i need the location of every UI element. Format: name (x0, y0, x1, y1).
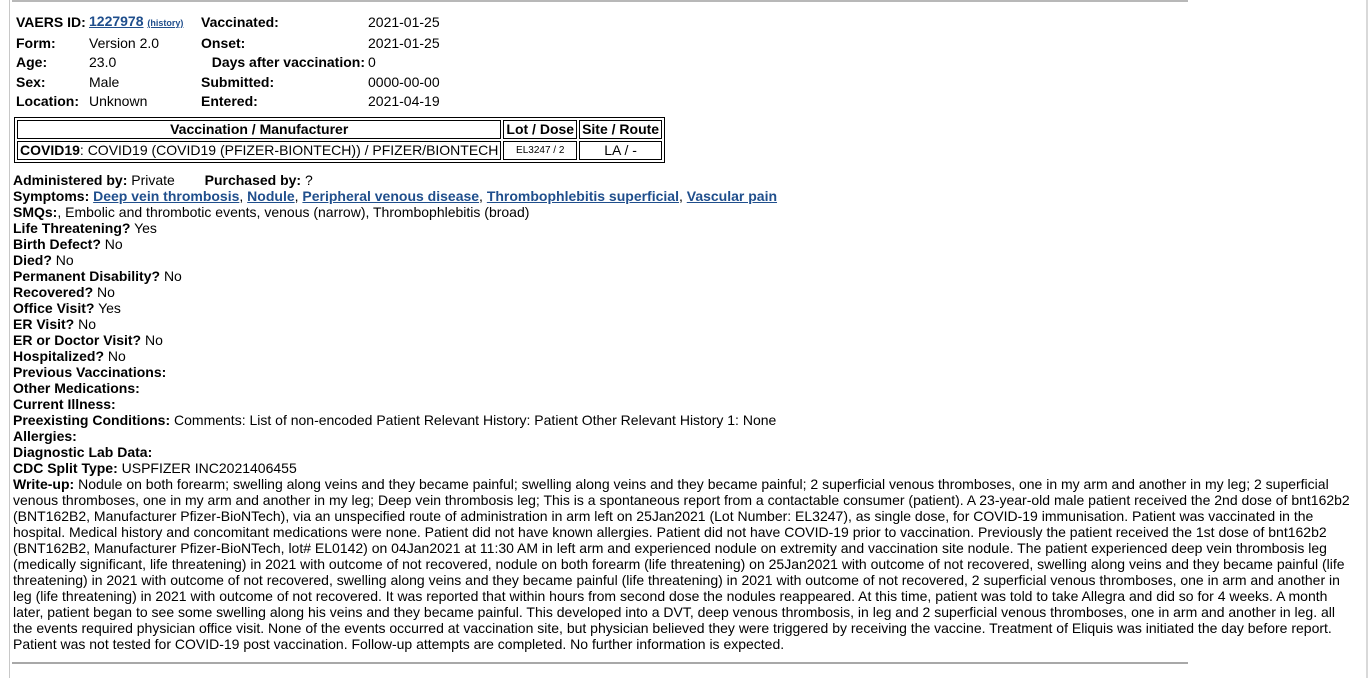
entered-value: 2021-04-19 (368, 93, 440, 110)
preexisting-value: Comments: List of non-encoded Patient Relevant History: Patient Other Relevant History 1: None (174, 412, 777, 428)
symptoms-row: Symptoms: Deep vein thrombosis, Nodule, Peripheral venous disease, Thrombophlebitis superficial, Vascular pain (13, 188, 778, 204)
life-row (13, 220, 1353, 236)
lot-dose-value: EL3247 / 2 (503, 141, 577, 160)
lab-row (13, 444, 1353, 460)
prevvax-label: Previous Vaccinations: (13, 364, 167, 380)
form-label: Form: (16, 34, 56, 51)
smqs-row (13, 204, 1353, 220)
hosp-label: Hospitalized? (13, 348, 105, 364)
disability-row (13, 268, 1353, 284)
vaccine-code: COVID19 (20, 142, 80, 158)
lot-dose-header: Lot / Dose (503, 120, 577, 139)
hosp-row (13, 348, 1353, 364)
office-value: Yes (98, 300, 121, 316)
died-label: Died? (13, 252, 52, 268)
vaccine-name: : COVID19 (COVID19 (PFIZER-BIONTECH)) / PFIZER/BIONTECH (79, 142, 499, 158)
bottom-divider (12, 662, 1188, 664)
onset-label: Onset: (201, 34, 246, 51)
current-row (13, 396, 1353, 412)
cdc-label: CDC Split Type: (13, 460, 118, 476)
er-row (13, 316, 1353, 332)
current-label: Current Illness: (13, 396, 116, 412)
smqs-value: , Embolic and thrombotic events, venous (narrow), Thrombophlebitis (broad) (57, 204, 530, 220)
report-details (13, 172, 1353, 652)
smqs-label: SMQs: (13, 204, 58, 220)
site-route-header: Site / Route (579, 120, 662, 139)
symptom-link[interactable]: Vascular pain (686, 188, 778, 204)
vaccinated-label: Vaccinated: (201, 14, 279, 30)
recovered-label: Recovered? (13, 284, 94, 300)
othermed-row (13, 380, 1353, 396)
symptoms-label: Symptoms: (13, 188, 90, 204)
age-value: 23.0 (89, 54, 117, 71)
administered-value: Private (131, 172, 175, 188)
left-border (9, 0, 10, 678)
report-summary (16, 12, 468, 112)
er-label: ER Visit? (13, 316, 75, 332)
prevvax-row (13, 364, 1353, 380)
preexisting-row (13, 412, 1353, 428)
erdoc-label: ER or Doctor Visit? (13, 332, 142, 348)
vaccine-cell (17, 141, 501, 160)
er-value: No (78, 316, 96, 332)
vaers-id-link[interactable]: 1227978 (89, 13, 144, 29)
birth-value: No (104, 236, 123, 252)
recovered-value: No (97, 284, 115, 300)
symptom-link[interactable]: Nodule (247, 188, 295, 204)
writeup-text: Nodule on both forearm; swelling along veins and they became painful; swelling along veins and they became painful; 2 superficial venous thromboses, one in my arm and another in my leg; 2 superficial venous thromboses, one in my arm and another in my leg; Deep vein thrombosis leg; This is a spontaneous report from a contactable consumer (patient). A 23-year-old male patient received the 2nd dose of bnt162b2 (BNT162B2, Manufacturer Pfizer-BioNTech), via an unspecified route of administration in arm left on 25Jan2021 (Lot Number: EL3247), as single dose, for COVID-19 immunisation. Patient was vaccinated in the hospital. Medical history and concomitant medications were none. Patient did not have known allergies. Patient did not have COVID-19 prior to vaccination. Previously the patient received the 1st dose of bnt162b2 (BNT162B2, Manufacturer Pfizer-BioNTech, lot# EL0142) on 04Jan2021 at 11:30 AM in left arm and experienced nodule on extremity and vaccination site nodule. The patient experienced deep vein thrombosis leg (medically significant, life threatening) in 2021 with outcome of not recovered, nodule on both forearm (life threatening) on 25Jan2021 with outcome of not recovered, swelling along veins and they became painful (life threatening) in 2021 with outcome of not recovered, swelling along veins and they became painful (life threatening) in 2021 with outcome of not recovered, 2 superficial venous thromboses, one in arm and another in leg (life threatening) in 2021 with outcome of not recovered. It was reported that within hours from second dose the nodules reappeared. At this time, patient was told to take Allegra and did so for 4 weeks. A month later, patient began to see some swelling along his veins and they became painful. This developed into a DVT, deep venous thrombosis, in leg and 2 superficial venous thromboses, one in arm and another in leg. all the events required physician office visit. None of the events occurred at vaccination site, but physician believed they were triggered by receiving the vaccine. Treatment of Eliquis was initiated the day before report. Patient was not tested for COVID-19 post vaccination. Follow-up attempts are completed. No further information is expected. (13, 476, 1350, 652)
othermed-label: Other Medications: (13, 380, 140, 396)
allergies-label: Allergies: (13, 428, 77, 444)
top-divider (12, 0, 1188, 2)
cdc-row (13, 460, 1353, 476)
purchased-value: ? (304, 172, 313, 188)
lab-label: Diagnostic Lab Data: (13, 444, 153, 460)
symptom-link[interactable]: Deep vein thrombosis (93, 188, 240, 204)
preexisting-label: Preexisting Conditions: (13, 412, 171, 428)
erdoc-row (13, 332, 1353, 348)
days-label: Days after vaccination: (211, 54, 365, 71)
vaccination-header: Vaccination / Manufacturer (17, 120, 501, 139)
birth-row (13, 236, 1353, 252)
history-link[interactable]: (history) (147, 18, 184, 28)
location-label: Location: (16, 93, 79, 110)
died-row (13, 252, 1353, 268)
allergies-row (13, 428, 1353, 444)
sex-label: Sex: (16, 73, 46, 90)
writeup-row (13, 476, 1353, 652)
administered-label: Administered by: (13, 172, 128, 188)
life-value: Yes (134, 220, 157, 236)
purchased-label: Purchased by: (204, 172, 302, 188)
vaccinated-value: 2021-01-25 (368, 14, 440, 30)
entered-label: Entered: (201, 93, 258, 110)
form-value: Version 2.0 (89, 34, 160, 51)
table-row (17, 141, 662, 160)
submitted-label: Submitted: (201, 73, 275, 90)
disability-value: No (163, 268, 182, 284)
symptom-link[interactable]: Peripheral venous disease (302, 188, 480, 204)
vaers-id-cell (89, 12, 201, 34)
hosp-value: No (107, 348, 126, 364)
submitted-value: 0000-00-00 (368, 73, 440, 90)
writeup-label: Write-up: (13, 476, 75, 492)
life-label: Life Threatening? (13, 220, 131, 236)
vaers-id-label: VAERS ID: (16, 14, 86, 30)
onset-value: 2021-01-25 (368, 34, 440, 51)
symptom-link[interactable]: Thrombophlebitis superficial (486, 188, 679, 204)
office-label: Office Visit? (13, 300, 95, 316)
office-row (13, 300, 1353, 316)
disability-label: Permanent Disability? (13, 268, 161, 284)
administered-row (13, 172, 1353, 188)
age-label: Age: (16, 54, 48, 71)
erdoc-value: No (144, 332, 163, 348)
vaccination-table (14, 117, 665, 163)
sex-value: Male (89, 73, 120, 90)
died-value: No (55, 252, 74, 268)
recovered-row (13, 284, 1353, 300)
cdc-value: USPFIZER INC2021406455 (121, 460, 297, 476)
site-route-value: LA / - (579, 141, 662, 160)
days-value: 0 (368, 54, 376, 71)
location-value: Unknown (89, 93, 148, 110)
birth-label: Birth Defect? (13, 236, 101, 252)
